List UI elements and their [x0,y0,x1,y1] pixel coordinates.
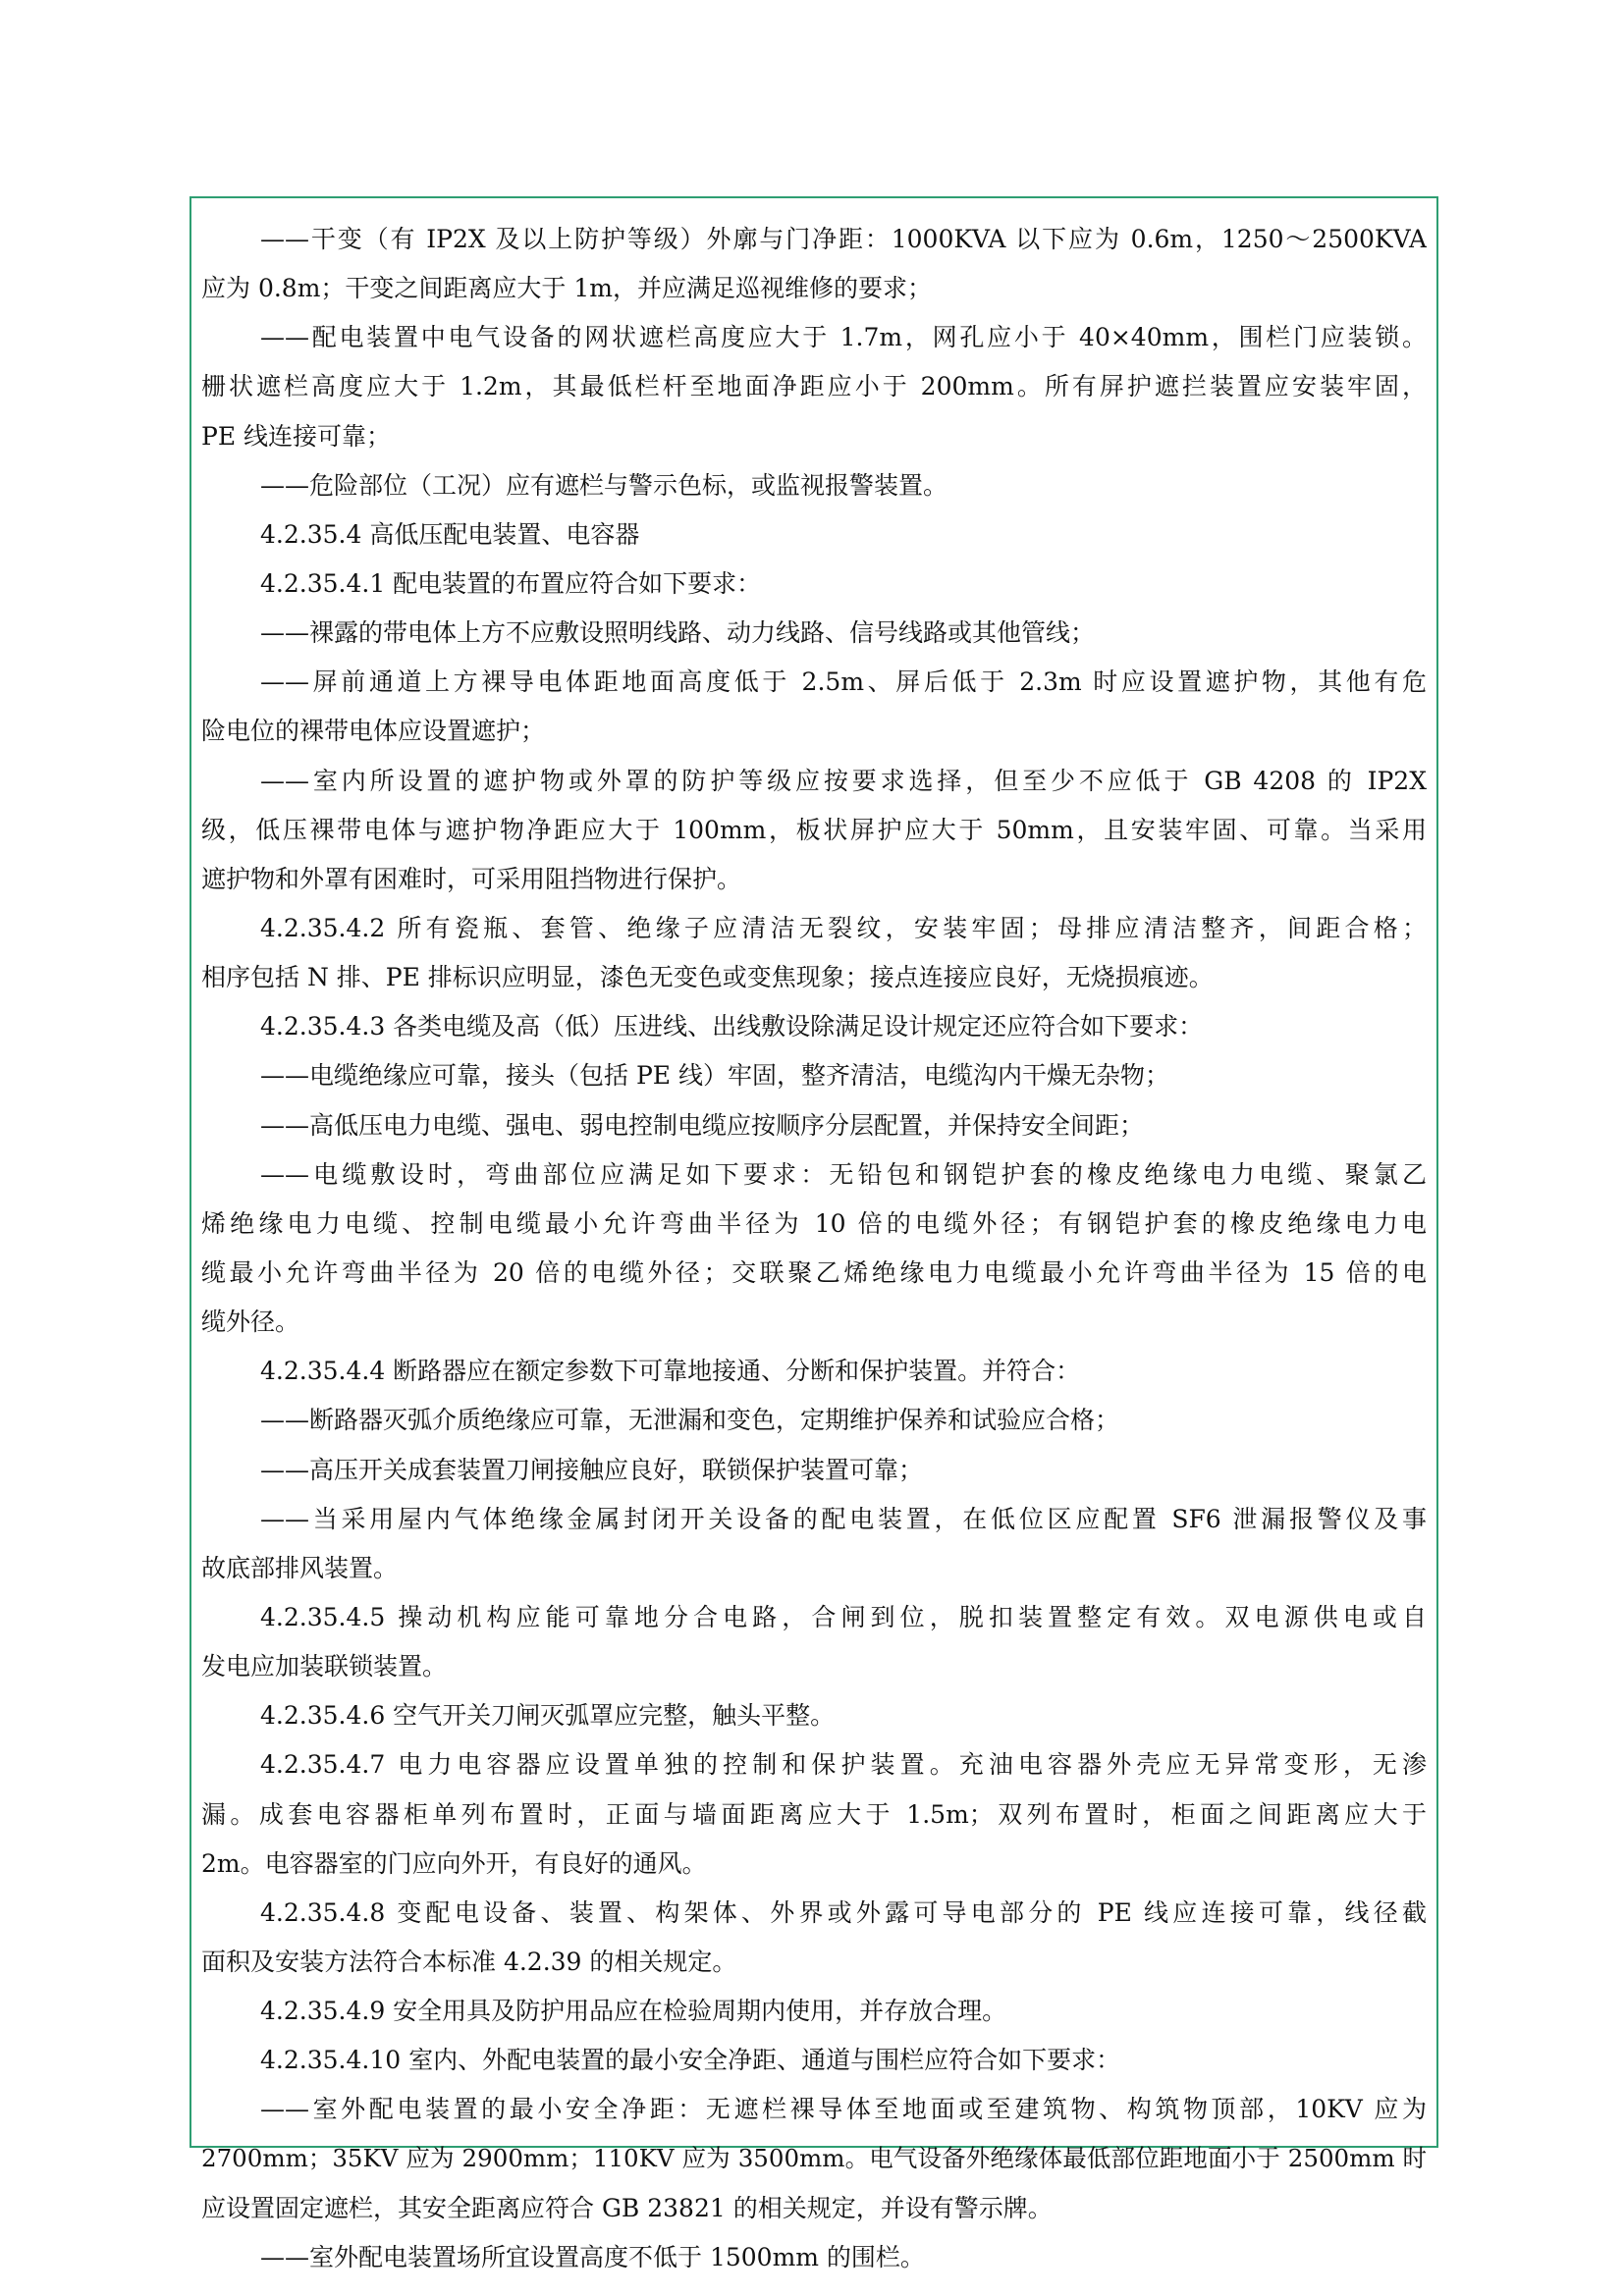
text-line: ——高压开关成套装置刀闸接触应良好，联锁保护装置可靠； [260,1455,924,1484]
text-line: 应为 0.8m；干变之间距离应大于 1m，并应满足巡视维修的要求； [201,274,932,303]
text-line: 漏。成套电容器柜单列布置时，正面与墙面距离应大于 1.5m；双列布置时，柜面之间距离应大于 [201,1799,1427,1829]
text-line: 4.2.35.4.9 安全用具及防护用品应在检验周期内使用，并存放合理。 [260,1997,1007,2026]
text-line: PE 线连接可靠； [201,421,392,451]
text-line: 应设置固定遮栏，其安全距离应符合 GB 23821 的相关规定，并设有警示牌。 [201,2193,1053,2222]
text-line: 2700mm；35KV 应为 2900mm；110KV 应为 3500mm。电气设备外绝缘体最低部位距地面小于 2500mm 时 [201,2144,1427,2173]
text-line: 4.2.35.4.3 各类电缆及高（低）压进线、出线敷设除满足设计规定还应符合如下要求： [260,1012,1204,1041]
text-line: 4.2.35.4.8 变配电设备、装置、构架体、外界或外露可导电部分的 PE 线应连接可靠，线径截 [260,1897,1427,1927]
text-line: ——高低压电力电缆、强电、弱电控制电缆应按顺序分层配置，并保持安全间距； [260,1110,1145,1140]
text-line: ——干变（有 IP2X 及以上防护等级）外廓与门净距：1000KVA 以下应为 0.6m，1250～2500KVA [260,225,1427,253]
text-line: ——配电装置中电气设备的网状遮栏高度应大于 1.7m，网孔应小于 40×40mm，围栏门应装锁。 [260,323,1427,352]
text-line: ——裸露的带电体上方不应敷设照明线路、动力线路、信号线路或其他管线； [260,618,1096,648]
text-line: ——断路器灭弧介质绝缘应可靠，无泄漏和变色，定期维护保养和试验应合格； [260,1406,1120,1435]
text-line: 级，低压裸带电体与遮护物净距应大于 100mm，板状屏护应大于 50mm，且安装牢固、可靠。当采用 [201,815,1427,844]
text-line: ——屏前通道上方裸导电体距地面高度低于 2.5m、屏后低于 2.3m 时应设置遮护物，其他有危 [260,667,1427,697]
text-line: 4.2.35.4.10 室内、外配电装置的最小安全净距、通道与围栏应符合如下要求： [260,2046,1121,2075]
text-line: 发电应加装联锁装置。 [201,1652,448,1682]
text-line: 故底部排风装置。 [201,1553,399,1582]
text-line: 面积及安装方法符合本标准 4.2.39 的相关规定。 [201,1947,737,1976]
text-line: 4.2.35.4.6 空气开关刀闸灭弧罩应完整，触头平整。 [260,1701,836,1731]
text-line: ——室外配电装置的最小安全净距：无遮栏裸导体至地面或至建筑物、构筑物顶部，10KV 应为 [260,2095,1427,2124]
text-line: 4.2.35.4.4 断路器应在额定参数下可靠地接通、分断和保护装置。并符合： [260,1357,1081,1386]
text-line: 相序包括 N 排、PE 排标识应明显，漆色无变色或变焦现象；接点连接应良好，无烧损痕迹。 [201,963,1214,992]
text-line: 4.2.35.4.5 操动机构应能可靠地分合电路，合闸到位，脱扣装置整定有效。双电源供电或自 [260,1602,1427,1631]
text-line: ——当采用屋内气体绝缘金属封闭开关设备的配电装置，在低位区应配置 SF6 泄漏报警仪及事 [260,1504,1427,1533]
text-line: 4.2.35.4 高低压配电装置、电容器 [260,519,640,549]
text-line: ——危险部位（工况）应有遮栏与警示色标，或监视报警装置。 [260,470,948,500]
text-line: 缆外径。 [201,1308,300,1337]
text-line: 遮护物和外罩有困难时，可采用阻挡物进行保护。 [201,864,742,893]
text-line: 4.2.35.4.2 所有瓷瓶、套管、绝缘子应清洁无裂纹，安装牢固；母排应清洁整齐，间距合格； [260,913,1427,942]
text-line: 4.2.35.4.7 电力电容器应设置单独的控制和保护装置。充油电容器外壳应无异常变形，无渗 [260,1750,1427,1780]
text-line: ——电缆敷设时，弯曲部位应满足如下要求：无铅包和钢铠护套的橡皮绝缘电力电缆、聚氯乙 [260,1159,1427,1189]
text-line: 栅状遮栏高度应大于 1.2m，其最低栏杆至地面净距应小于 200mm。所有屏护遮拦装置应安装牢固， [201,372,1427,401]
document-frame [189,196,1438,2271]
text-line: ——室内所设置的遮护物或外罩的防护等级应按要求选择，但至少不应低于 GB 4208 的 IP2X [260,766,1427,795]
text-line: 缆最小允许弯曲半径为 20 倍的电缆外径；交联聚乙烯绝缘电力电缆最小允许弯曲半径为 15 倍的电 [201,1257,1427,1287]
text-line: 烯绝缘电力电缆、控制电缆最小允许弯曲半径为 10 倍的电缆外径；有钢铠护套的橡皮绝缘电力电 [201,1208,1427,1238]
text-line: ——室外配电装置场所宜设置高度不低于 1500mm 的围栏。 [260,2242,925,2271]
text-line: 险电位的裸带电体应设置遮护； [201,717,546,746]
text-line: 4.2.35.4.1 配电装置的布置应符合如下要求： [260,568,762,598]
text-line: 2m。电容器室的门应向外开，有良好的通风。 [201,1848,707,1878]
text-line: ——电缆绝缘应可靠，接头（包括 PE 线）牢固，整齐清洁，电缆沟内干燥无杂物； [260,1061,1169,1091]
